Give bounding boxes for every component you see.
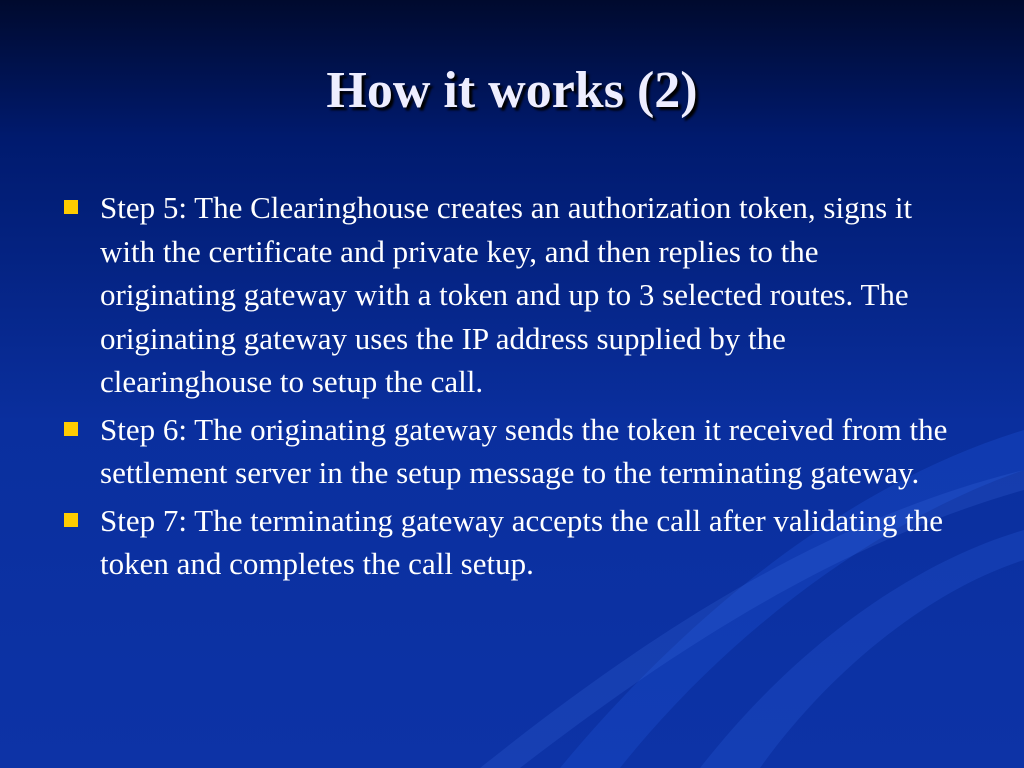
square-bullet-icon	[64, 200, 78, 214]
bullet-text: Step 6: The originating gateway sends the token it received from the settlement server in the setup message to the terminating gateway.	[100, 411, 948, 490]
slide-title: How it works (2)	[326, 62, 698, 119]
bullet-item-step-7	[60, 499, 960, 586]
bullet-text: Step 7: The terminating gateway accepts the call after validating the token and completes the call setup.	[100, 502, 943, 581]
square-bullet-icon	[64, 513, 78, 527]
bullet-list	[60, 186, 960, 590]
square-bullet-icon	[64, 422, 78, 436]
bullet-item-step-6	[60, 408, 960, 495]
bullet-item-step-5	[60, 186, 960, 404]
bullet-text: Step 5: The Clearinghouse creates an authorization token, signs it with the certificate and private key, and then replies to the originating gateway with a token and up to 3 selected routes. The originating gateway uses the IP address supplied by the clearinghouse to setup the call.	[100, 190, 913, 399]
